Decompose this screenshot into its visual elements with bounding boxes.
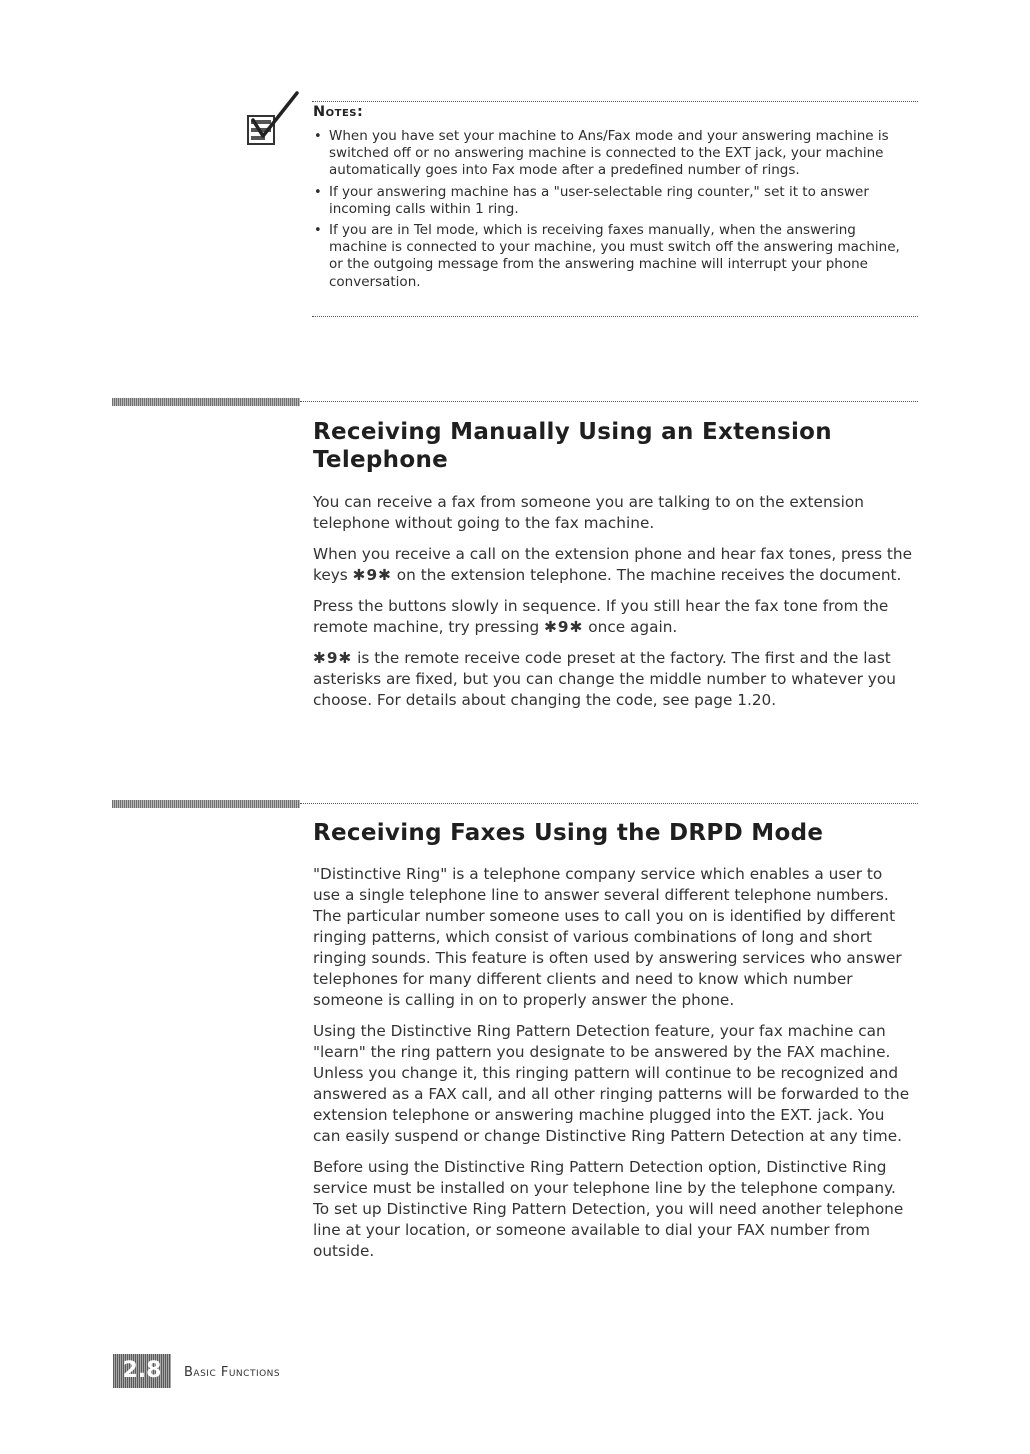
section-title: Receiving Faxes Using the DRPD Mode	[313, 820, 824, 846]
paragraph-text: on the extension telephone. The machine receives the document.	[396, 566, 902, 584]
chapter-title: Basic Functions	[184, 1365, 281, 1380]
remote-code-keys: ✱9✱	[313, 649, 353, 667]
notes-top-divider	[312, 101, 918, 102]
notes-bottom-divider	[312, 316, 918, 317]
section-drpd-mode	[313, 819, 913, 1272]
remote-code-keys: ✱9✱	[352, 566, 392, 584]
paragraph: Before using the Distinctive Ring Pattern Detection option, Distinctive Ring service must be installed on your telephone line by the telephone company. To set up Distinctive Ring Pattern Detection, you will need another telephone line at your location, or someone available to dial your FAX number from outside.	[313, 1158, 904, 1260]
notes-list	[313, 128, 913, 295]
paragraph-text: is the remote receive code preset at the factory. The first and the last asterisks are fixed, but you can change the middle number to whatever you choose. For details about changing the code, see page 1.20.	[313, 649, 896, 709]
paragraph-text: Press the buttons slowly in sequence. If you still hear the fax tone from the remote machine, try pressing	[313, 597, 889, 636]
section-divider	[112, 800, 918, 808]
page-number: 2.8	[113, 1354, 171, 1388]
paragraph: "Distinctive Ring" is a telephone company service which enables a user to use a single telephone line to answer several different telephone numbers. The particular number someone uses to call you on is identified by different ringing patterns, which consist of various combinations of long and short ringing sounds. This feature is often used by answering services who answer telephones for many different clients and need to know which number someone is calling in on to properly answer the phone.	[313, 865, 902, 1009]
paragraph	[313, 648, 913, 711]
notes-title: Notes:	[313, 104, 364, 120]
remote-code-keys: ✱9✱	[544, 618, 584, 636]
paragraph: You can receive a fax from someone you are talking to on the extension telephone without going to the fax machine.	[313, 493, 864, 532]
notes-item: • When you have set your machine to Ans/Fax mode and your answering machine is switched off or no answering machine is connected to the EXT jack, your machine automatically goes into Fax mode after a predefined number of rings.	[313, 128, 913, 180]
paragraph	[313, 596, 913, 638]
section-divider	[112, 398, 918, 406]
section-title: Receiving Manually Using an Extension Telephone	[313, 419, 832, 473]
paragraph-text: once again.	[588, 618, 678, 636]
paragraph: Using the Distinctive Ring Pattern Detection feature, your fax machine can "learn" the ring pattern you designate to be answered by the FAX machine. Unless you change it, this ringing pattern will continue to be recognized and answered as a FAX call, and all other ringing patterns will be forwarded to the extension telephone or answering machine plugged into the EXT. jack. You can easily suspend or change Distinctive Ring Pattern Detection at any time.	[313, 1022, 910, 1145]
notes-item: • If your answering machine has a "user-selectable ring counter," set it to answer incoming calls within 1 ring.	[313, 184, 913, 218]
notes-item: • If you are in Tel mode, which is receiving faxes manually, when the answering machine is connected to your machine, you must switch off the answering machine, or the outgoing message from the answering machine will interrupt your phone conversation.	[313, 222, 913, 291]
notes-checkmark-icon	[245, 90, 303, 150]
section-extension-telephone	[313, 418, 913, 721]
paragraph-text: When you receive a call on the extension phone and hear fax tones, press the keys	[313, 545, 913, 584]
paragraph	[313, 544, 913, 586]
